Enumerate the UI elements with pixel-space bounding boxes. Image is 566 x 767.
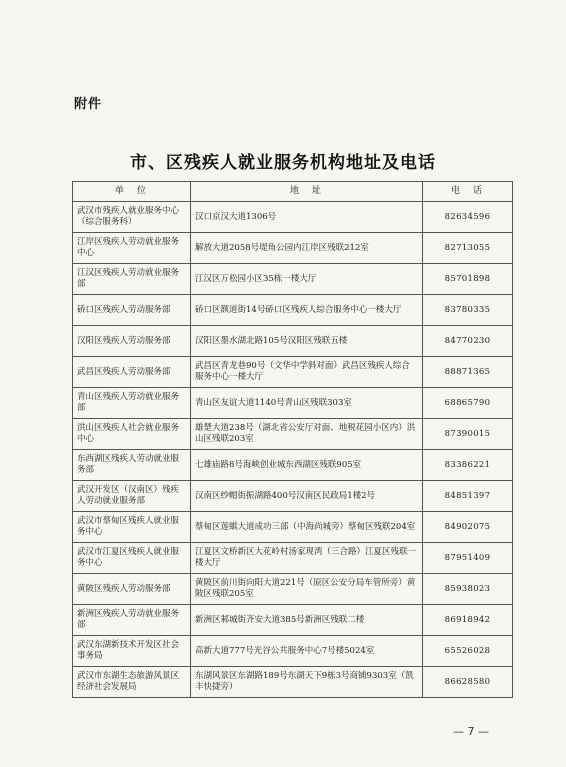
- phone-cell: 86628580: [423, 667, 513, 698]
- address-cell: 解放大道2058号堤角公园内江岸区残联212室: [191, 233, 423, 264]
- phone-cell: 84902075: [423, 512, 513, 543]
- address-cell: 七雄庙路8号海峡创业城东西湖区残联905室: [191, 450, 423, 481]
- address-cell: 雄楚大道238号（湖北省公安厅对面、地税花园小区内）洪山区残联203室: [191, 419, 423, 450]
- address-cell: 汉南区纱帽街振湖路400号汉南区民政局1楼2号: [191, 481, 423, 512]
- address-cell: 武昌区青龙巷90号（文华中学斜对面）武昌区残疾人综合服务中心一楼大厅: [191, 357, 423, 388]
- phone-cell: 82713055: [423, 233, 513, 264]
- table-row: [73, 357, 513, 388]
- phone-cell: 84770230: [423, 326, 513, 357]
- phone-cell: 83386221: [423, 450, 513, 481]
- address-cell: 蔡甸区莲蜞大道成功三部（中海尚城旁）蔡甸区残联204室: [191, 512, 423, 543]
- address-cell: 硚口区额道街14号硚口区残疾人综合服务中心一楼大厅: [191, 295, 423, 326]
- phone-cell: 86918942: [423, 605, 513, 636]
- phone-cell: 87390015: [423, 419, 513, 450]
- table-row: [73, 450, 513, 481]
- table-row: [73, 605, 513, 636]
- table-row: [73, 202, 513, 233]
- unit-cell: 江汉区残疾人劳动就业服务部: [73, 264, 191, 295]
- table-row: [73, 388, 513, 419]
- table-row: [73, 543, 513, 574]
- service-directory-table: [72, 181, 513, 698]
- unit-cell: 黄陂区残疾人劳动服务部: [73, 574, 191, 605]
- address-cell: 江汉区万松园小区35栋一楼大厅: [191, 264, 423, 295]
- attachment-label: 附件: [74, 97, 103, 112]
- unit-cell: 汉阳区残疾人劳动服务部: [73, 326, 191, 357]
- header-phone: 电 话: [423, 182, 513, 202]
- phone-cell: 84851397: [423, 481, 513, 512]
- page-title: 市、区残疾人就业服务机构地址及电话: [130, 153, 436, 173]
- address-cell: 东湖风景区东湖路189号东湖天下9栋3号商铺9303室（凯丰快捷旁）: [191, 667, 423, 698]
- unit-cell: 武昌区残疾人劳动服务部: [73, 357, 191, 388]
- address-cell: 汉阳区墨水湖北路105号汉阳区残联五楼: [191, 326, 423, 357]
- table-row: [73, 512, 513, 543]
- table-row: [73, 233, 513, 264]
- address-cell: 新洲区邾城街齐安大道385号新洲区残联二楼: [191, 605, 423, 636]
- table-row: [73, 295, 513, 326]
- unit-cell: 武汉市东湖生态旅游风景区经济社会发展局: [73, 667, 191, 698]
- table-row: [73, 574, 513, 605]
- address-cell: 高新大道777号光谷公共服务中心7号楼5024室: [191, 636, 423, 667]
- phone-cell: 83780335: [423, 295, 513, 326]
- phone-cell: 82634596: [423, 202, 513, 233]
- unit-cell: 武汉开发区（汉南区）残疾人劳动就业服务部: [73, 481, 191, 512]
- unit-cell: 江岸区残疾人劳动就业服务中心: [73, 233, 191, 264]
- unit-cell: 东西湖区残疾人劳动就业服务部: [73, 450, 191, 481]
- unit-cell: 武汉市残疾人就业服务中心（综合服务科）: [73, 202, 191, 233]
- table-row: [73, 667, 513, 698]
- table-row: [73, 326, 513, 357]
- table-row: [73, 481, 513, 512]
- unit-cell: 青山区残疾人劳动就业服务部: [73, 388, 191, 419]
- phone-cell: 85701898: [423, 264, 513, 295]
- unit-cell: 洪山区残疾人社会就业服务中心: [73, 419, 191, 450]
- phone-cell: 88871365: [423, 357, 513, 388]
- phone-cell: 68865790: [423, 388, 513, 419]
- table-body: [73, 202, 513, 698]
- page-number: — 7 —: [453, 725, 489, 738]
- table-row: [73, 264, 513, 295]
- address-cell: 汉口京汉大道1306号: [191, 202, 423, 233]
- address-cell: 江夏区文桥新区大花岭村汤家现湾（三合路）江夏区残联一楼大厅: [191, 543, 423, 574]
- table-row: [73, 636, 513, 667]
- phone-cell: 65526028: [423, 636, 513, 667]
- header-address: 地 址: [191, 182, 423, 202]
- unit-cell: 武汉市江夏区残疾人就业服务中心: [73, 543, 191, 574]
- unit-cell: 武汉东湖新技术开发区社会事务局: [73, 636, 191, 667]
- address-cell: 青山区友谊大道1140号青山区残联303室: [191, 388, 423, 419]
- unit-cell: 新洲区残疾人劳动就业服务部: [73, 605, 191, 636]
- phone-cell: 87951409: [423, 543, 513, 574]
- table-row: [73, 419, 513, 450]
- table-header-row: [73, 182, 513, 202]
- address-cell: 黄陂区前川街向阳大道221号（原区公安分局车管所旁）黄陂区残联205室: [191, 574, 423, 605]
- unit-cell: 武汉市蔡甸区残疾人就业服务中心: [73, 512, 191, 543]
- unit-cell: 硚口区残疾人劳动服务部: [73, 295, 191, 326]
- header-unit: 单 位: [73, 182, 191, 202]
- phone-cell: 85938023: [423, 574, 513, 605]
